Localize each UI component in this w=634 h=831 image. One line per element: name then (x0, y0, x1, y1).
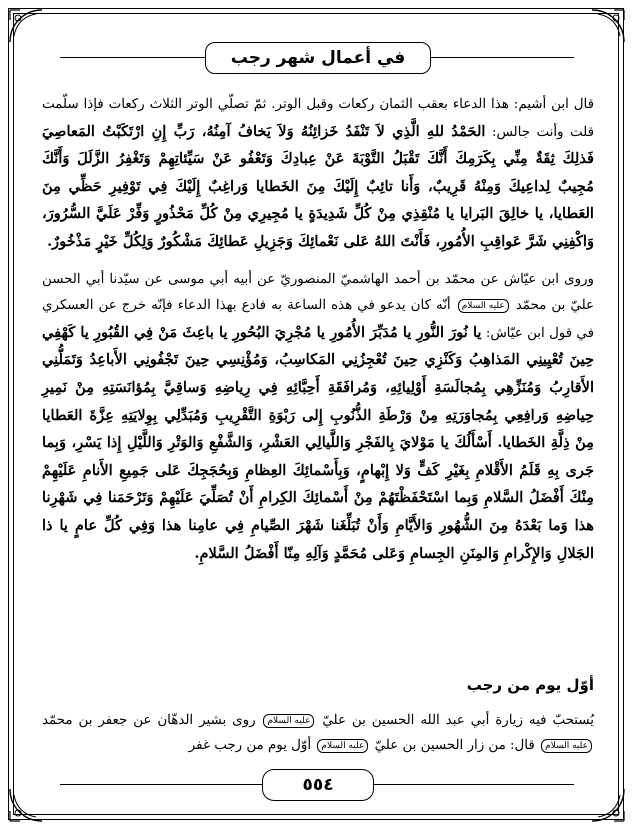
honorific-symbol: عليه السلام (263, 714, 314, 728)
honorific-symbol: عليه السلام (317, 739, 368, 753)
section-heading: أوّل يوم من رجب (466, 676, 594, 694)
title-rule (60, 57, 205, 58)
footer-rule (372, 784, 574, 785)
paragraph-intro: وروى ابن عيّاش عن محمّد بن أحمد الهاشميّ المنصوريّ عن أبيه أبي موسى عن سيّدنا أبي الحسن عليّ بن محمّد (42, 271, 594, 314)
supplication-text: الحَمْدُ للهِ الَّذِي لاَ تَنْفَدُ خَزائِنُهُ وَلاَ يَخافُ آمِنُهُ، رَبِّ إِنِ ارْتَكَبْتُ المَعاصِيَ فَذلِكَ ثِقَةٌ مِنِّي بِكَرَمِكَ أَنَّكَ تَقْبَلُ التَّوْبَةَ عَنْ عِبادِكَ وَتَعْفُو عَنْ سَيِّئاتِهِمْ وَتَغْفِرُ الزَّلَلَ وَأَنَّكَ مُجِيبٌ لِداعِيكَ وَمِنْهُ قَرِيبٌ، وَأَنا تائِبٌ إِلَيْكَ مِنَ الخَطايا وَراغِبٌ إِلَيْكَ فِي تَوْفِيرِ حَظِّي مِنَ العَطايا، يا خالِقَ البَرايا يا مُنْقِذِي مِنْ كُلِّ شَدِيدَةٍ يا مُجِيرِي مِنْ كُلِّ مَحْذُورٍ وَفِّرْ عَلَيَّ السُّرُورَ، وَاكْفِنِي شَرَّ عَواقِبِ الأُمُورِ، فَأَنْتَ اللهُ عَلى نَعْمائِكَ وَجَزِيلِ عَطائِكَ مَشْكُورٌ وَلِكُلِّ خَيْرٍ مَذْخُورٌ. (42, 122, 594, 250)
corner-ornament-icon (6, 785, 46, 825)
body-text (42, 92, 594, 578)
honorific-symbol: عليه السلام (541, 739, 592, 753)
header-title-text: في أعمال شهر رجب (230, 48, 406, 68)
corner-ornament-icon (588, 6, 628, 46)
corner-ornament-icon (6, 6, 46, 46)
paragraph-ibn-ashyam (42, 92, 594, 257)
honorific-symbol: عليه السلام (458, 299, 509, 313)
section-line: قال: من زار الحسين بن عليّ (374, 738, 535, 753)
supplication-text: يا نُورَ النُّورِ يا مُدَبِّرَ الأُمُورِ يا مُجْرِيَ البُحُورِ يا باعِثَ مَنْ فِي القُبُورِ يا كَهْفِي حِينَ تُعْيِينِي المَذاهِبُ وَكَنْزِي حِينَ تُعْجِزُنِي المَكاسِبُ، وَمُؤْنِسِي حِينَ تَجْفُونِي الأَباعِدُ وَتَمَلُّنِي الأَقارِبُ وَمُنَزِّهِي بِمُجالَسَةِ أَوْلِيائِهِ، وَمُرافَقَةِ أَحِبَّائِهِ فِي رِياضِهِ وَساقِيَّ بِمُؤانَسَتِهِ مِنْ نَمِيرِ حِياضِهِ وَرافِعِي بِمُجاوَرَتِهِ مِنْ وَرْطَةِ الذُّنُوبِ إِلى رَبْوَةِ التَّقْرِيبِ وَمُبَدِّلِي بِوِلايَتِهِ عِزَّةَ العَطايا مِنْ ذِلَّةِ الخَطايا. أَسْأَلُكَ يا مَوْلايَ بِالفَجْرِ وَاللَّيالِي العَشْرِ، وَالشَّفْعِ وَالوَتْرِ وَاللَّيْلِ إِذا يَسْرِ، وَبِما جَرى بِهِ قَلَمُ الأَقْلامِ بِغَيْرِ كَفٍّ وَلا إِبْهامٍ، وَبِأَسْمائِكَ العِظامِ وَبِحُجَجِكَ عَلى جَمِيعِ الأَنامِ عَلَيْهِمْ مِنْكَ أَفْضَلُ السَّلامِ وَبِما اسْتَحْفَظْتَهُمْ مِنْ أَسْمائِكَ الكِرامِ أَنْ تُصَلِّيَ عَلَيْهِمْ وَتَرْحَمَنا فِي شَهْرِنا هذا وَما بَعْدَهُ مِنَ الشُّهُورِ وَالأَيَّامِ وَأَنْ تُبَلِّغَنا شَهْرَ الصِّيامِ فِي عامِنا هذا وَفِي كُلِّ عامٍ يا ذا الجَلالِ وَالإِكْرامِ وَالمِنَنِ الجِسامِ وَعَلى مُحَمَّدٍ وَآلِهِ مِنّا أَفْضَلُ السَّلامِ. (42, 323, 594, 562)
corner-ornament-icon (588, 785, 628, 825)
section-line: يُستحبّ فيه زيارة أبي عبد الله الحسين بن عليّ (322, 713, 594, 728)
page-number-text: ٥٥٤ (302, 775, 334, 795)
section-line: روى بشير الدهّان عن جعفر بن محمّد (42, 713, 256, 728)
title-rule (429, 57, 574, 58)
section-line: أوّل يوم من رجب غفر (188, 738, 312, 753)
page-header-title (205, 42, 431, 74)
paragraph-intro-cont: أنّه كان يدعو في هذه الساعة به فادع بهذا الدعاء فإنّه خرج عن العسكري في قول ابن عيّاش: (42, 298, 594, 341)
paragraph-intro: قال ابن أشيم: هذا الدعاء بعقب الثمان ركعات وقبل الوتر. ثمّ تصلّي الوتر الثلاث ركعات فإذا سلّمت قلت وأنت جالس: (42, 97, 594, 140)
paragraph-ibn-ayyash (42, 267, 594, 569)
footer-rule (60, 784, 262, 785)
page-number (262, 769, 374, 801)
section-body (42, 708, 594, 758)
